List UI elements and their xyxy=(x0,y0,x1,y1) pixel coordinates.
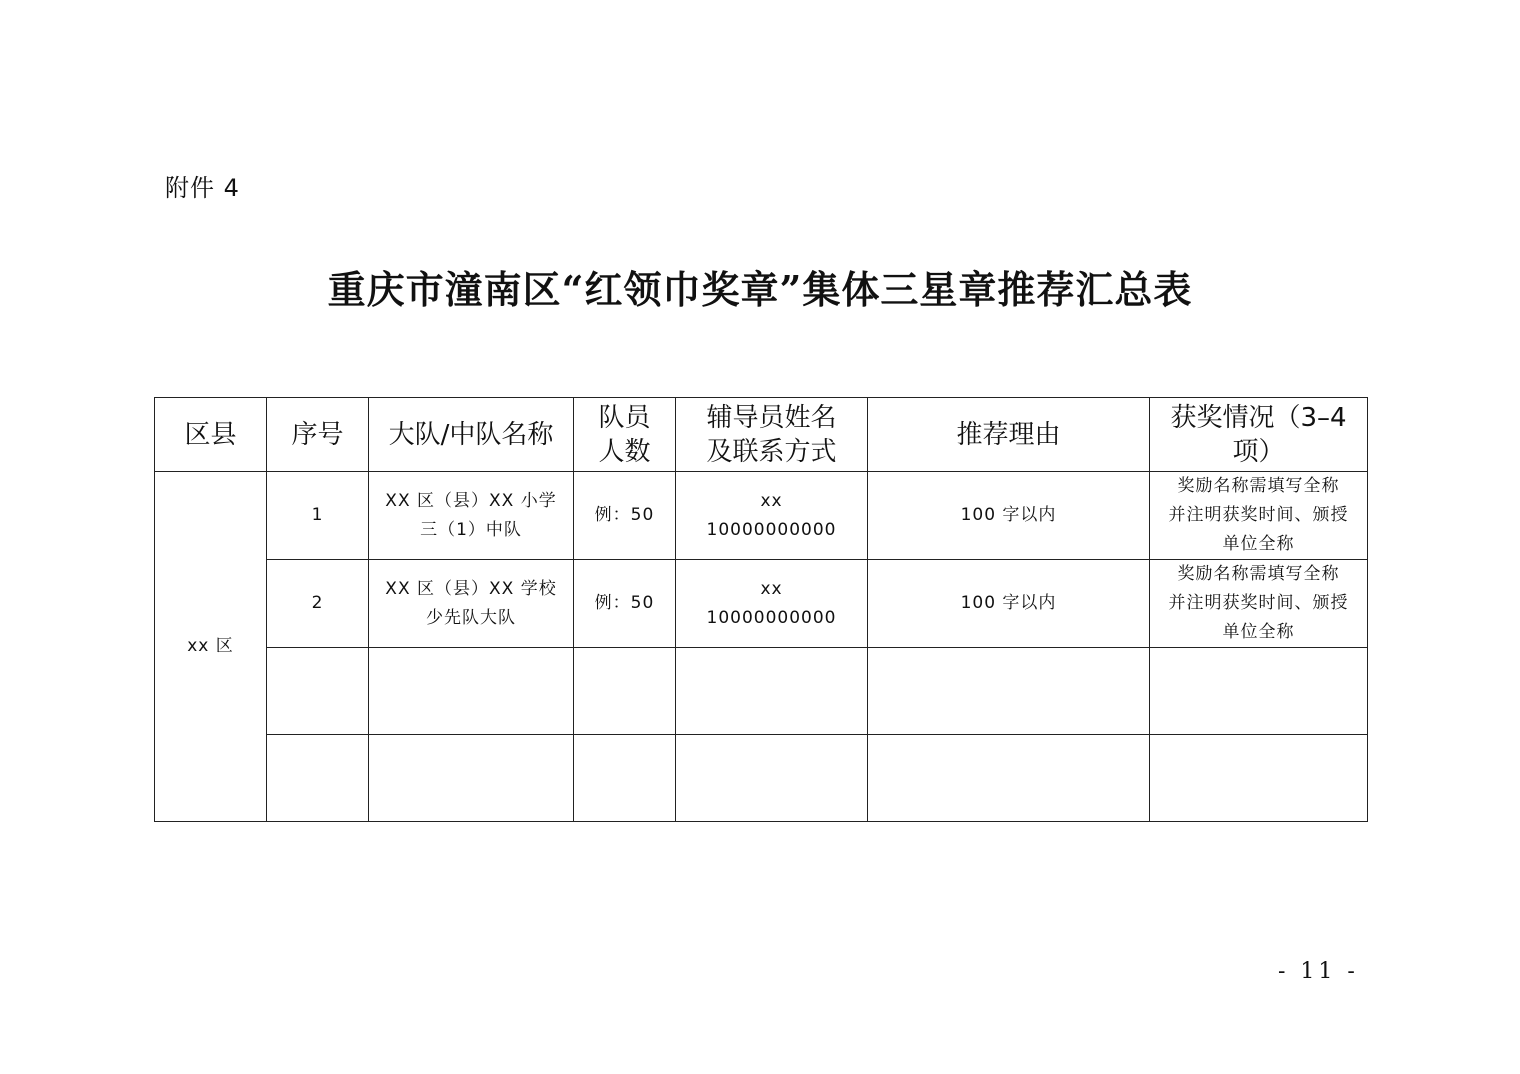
seq-cell xyxy=(267,735,369,822)
unit-name-cell xyxy=(369,735,574,822)
awards-cell: 奖励名称需填写全称 并注明获奖时间、颁授 单位全称 xyxy=(1150,560,1368,648)
reason-cell xyxy=(868,735,1150,822)
header-unit-name: 大队/中队名称 xyxy=(369,398,574,472)
document-title: 重庆市潼南区“红领巾奖章”集体三星章推荐汇总表 xyxy=(327,267,1193,312)
table-header-row xyxy=(155,398,1368,472)
table-row xyxy=(155,648,1368,735)
member-count-cell xyxy=(574,735,676,822)
reason-cell: 100 字以内 xyxy=(868,472,1150,560)
unit-name-cell: XX 区（县）XX 小学 三（1）中队 xyxy=(369,472,574,560)
counselor-cell xyxy=(676,648,868,735)
header-seq: 序号 xyxy=(267,398,369,472)
seq-cell: 1 xyxy=(267,472,369,560)
member-count-cell xyxy=(574,648,676,735)
unit-name-cell xyxy=(369,648,574,735)
header-counselor: 辅导员姓名 及联系方式 xyxy=(676,398,868,472)
header-district: 区县 xyxy=(155,398,267,472)
header-reason: 推荐理由 xyxy=(868,398,1150,472)
member-count-cell: 例：50 xyxy=(574,472,676,560)
page-number: - 11 - xyxy=(1278,959,1359,984)
counselor-cell: xx 10000000000 xyxy=(676,560,868,648)
table-row xyxy=(155,560,1368,648)
awards-cell xyxy=(1150,735,1368,822)
header-member-count: 队员 人数 xyxy=(574,398,676,472)
member-count-cell: 例：50 xyxy=(574,560,676,648)
counselor-cell xyxy=(676,735,868,822)
attachment-label: 附件 4 xyxy=(165,174,240,202)
reason-cell xyxy=(868,648,1150,735)
seq-cell: 2 xyxy=(267,560,369,648)
table-row xyxy=(155,735,1368,822)
reason-cell: 100 字以内 xyxy=(868,560,1150,648)
awards-cell: 奖励名称需填写全称 并注明获奖时间、颁授 单位全称 xyxy=(1150,472,1368,560)
seq-cell xyxy=(267,648,369,735)
header-awards: 获奖情况（3–4 项） xyxy=(1150,398,1368,472)
counselor-cell: xx 10000000000 xyxy=(676,472,868,560)
recommendation-summary-table xyxy=(154,397,1368,822)
unit-name-cell: XX 区（县）XX 学校 少先队大队 xyxy=(369,560,574,648)
awards-cell xyxy=(1150,648,1368,735)
table-row xyxy=(155,472,1368,560)
district-cell: xx 区 xyxy=(155,472,267,822)
